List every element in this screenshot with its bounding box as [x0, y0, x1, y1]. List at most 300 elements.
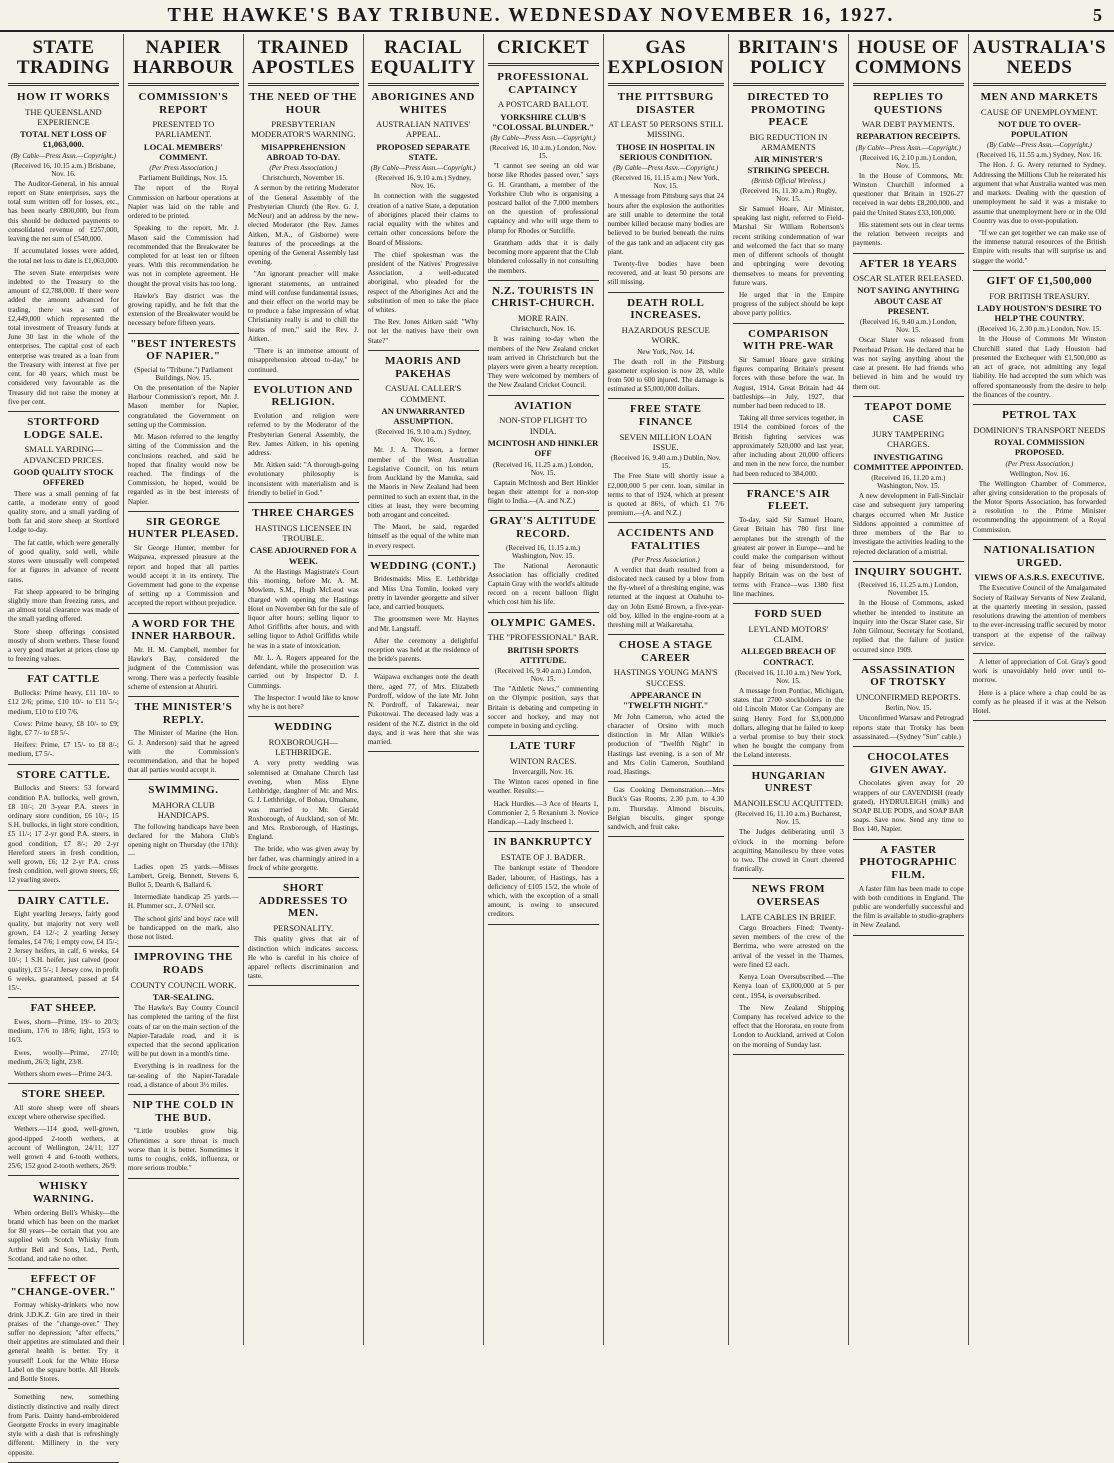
story-headline: SIR GEORGE HUNTER PLEASED.: [127, 515, 239, 541]
divider: [973, 270, 1106, 271]
story-credit: (Per Press Association.): [269, 164, 338, 173]
news-story: [853, 664, 964, 742]
story-subheadline: PERSONALITY.: [273, 923, 334, 934]
divider: [128, 511, 239, 512]
story-dateline: Invercargill, Nov. 16.: [512, 768, 574, 777]
story-paragraph: A message from Pontiac, Michigan, states that 2700 stockholders in the old Lincoln Motor Car Company are suing Henry Ford for $3,000,000 dollars, alleging that he failed to keep a verbal promise to buy their stock when he bought the company from the Leland interests.: [732, 686, 844, 760]
story-paragraph: Taking all three services together, in 1914 the combined forces of the British fighting services was approximately 520,000 and last year, after including about 20,000 officers and men in the new force, the number had been reduced to 384,000.: [732, 414, 844, 478]
news-story: [128, 91, 239, 329]
story-headline: NIP THE COLD IN THE BUD.: [132, 1099, 234, 1124]
story-paragraph: The bride, who was given away by her father, was charmingly attired in a frock of white georgette.: [247, 845, 359, 872]
story-headline: THREE CHARGES: [252, 507, 355, 520]
story-paragraph: Mr. J. A. Thomson, a former member of the West Australian Legislative Council, on his return from Auckland by the Manuka, said the Maoris in New Zealand had been permitted to such an extent that, in the cities at least, they were becoming both arrogant and conceited.: [367, 446, 479, 519]
news-story: [853, 844, 964, 931]
news-story: [248, 507, 359, 712]
story-paragraph: Twenty-five bodies have been recovered, and at least 50 persons are still missing.: [607, 259, 724, 287]
divider: [608, 83, 724, 86]
story-paragraph: The fat cattle, which were generally of good quality, sold well, while stores were unusually well competed for at figures in advance of recent rates.: [8, 538, 119, 584]
story-dateline: (Received 16, 9.10 a.m.) Sydney, Nov. 16.: [375, 174, 471, 191]
story-paragraph: A verdict that death resulted from a dislocated neck caused by a blow from the fly-wheel of a threshing engine, was returned at the inquest at Otahuhu to-day on John Esmé Brown, a five-year-old boy, killed in the engine-room at a threshing mill at Waikaretaha.: [607, 565, 724, 629]
story-headline: THE MINISTER'S REPLY.: [134, 701, 233, 726]
story-dateline: (Received 16, 2.30 p.m.) London, Nov. 15.: [977, 325, 1102, 334]
story-subheadline: WAR DEBT PAYMENTS.: [862, 119, 955, 130]
news-story: [248, 91, 359, 375]
story-paragraph: The death roll in the Pittsburg gasometer explosion is now 28, while from 500 to 600 injured. The damage is estimated at $5,000,000 dollars.: [607, 357, 724, 394]
divider: [248, 985, 359, 986]
story-subheadline: WINTON RACES.: [509, 755, 577, 766]
news-story: [488, 836, 599, 919]
divider: [128, 1094, 239, 1095]
column-headline: STATE TRADING: [16, 37, 111, 78]
story-dateline: Christchurch, Nov. 16.: [510, 325, 576, 334]
news-column: [244, 34, 364, 1345]
story-deck: AIR MINISTER'S STRIKING SPEECH.: [747, 154, 830, 175]
news-story: [608, 639, 724, 777]
story-paragraph: The groomsmen were Mr. Haynes and Mr. Langstaff.: [367, 615, 479, 633]
news-story: [608, 403, 724, 518]
story-headline: EVOLUTION AND RELIGION.: [253, 383, 354, 409]
story-paragraph: "There is an immense amount of misapprehension abroad to-day," he continued.: [247, 347, 359, 374]
story-paragraph: To-day, said Sir Samuel Hoare, Great Britain has 780 first line aeroplanes but the strength of the greatest air power in Europe—and he could make the comparison without fear of being misunderstood, for happily Britain was on the best of terms with France—was 1380 first line machines.: [732, 516, 844, 598]
divider: [8, 1175, 119, 1176]
divider: [248, 83, 359, 86]
news-story: [8, 1002, 119, 1079]
story-credit: (By Cable—Press Assn.—Copyright.): [613, 164, 719, 173]
story-dateline: (Received 16, 9.40 a.m.) London, Nov. 15.: [494, 667, 592, 684]
story-dateline: (Received 16, 11.25 a.m.) London, November 15.: [858, 581, 959, 598]
story-paragraph: The seven State enterprises were indebted to the Treasury to the amount of £2,788,000. If there were added the amount advanced for trading, there was a sum of £2,449,000 which represented the total investment of Treasury funds at June 30 last in the whole of the enterprises. The capital cost of each enterprise was treated as a loan from the Treasury with interest at five per cent. for 40 years, which must be considered very favourable as the Treasury did not raise the money at five per cent.: [8, 268, 119, 406]
story-deck: MISAPPREHENSION ABROAD TO-DAY.: [261, 141, 346, 163]
story-dateline: (Special to "Tribune.") Parliament Buildings, Nov. 15.: [134, 365, 233, 382]
column-headline: BRITAIN'S POLICY: [738, 37, 839, 78]
story-headline: DIRECTED TO PROMOTING PEACE: [747, 90, 830, 129]
story-headline: LATE TURF: [510, 740, 577, 753]
news-story: [128, 701, 239, 775]
divider: [973, 83, 1106, 86]
news-story: [8, 1180, 119, 1264]
news-column: [969, 34, 1110, 1345]
story-paragraph: Mr. L. A. Rogers appeared for the defendant, while the prosecution was carried out by Inspector D. J. Cummings.: [247, 653, 359, 690]
news-story: [248, 384, 359, 498]
story-headline: WEDDING: [274, 721, 333, 734]
story-paragraph: Ewes, shorn—Prime, 19/- to 20/3; medium, 17/6 to 18/6; light, 15/3 to 16/3.: [8, 1017, 119, 1045]
story-subheadline: PRESBYTERIAN MODERATOR'S WARNING.: [251, 119, 356, 140]
story-dateline: Berlin, Nov. 15.: [885, 704, 932, 713]
story-paragraph: Evolution and religion were referred to by the Moderator of the Presbyterian General Assembly, the Rev. James Aitken, in his opening address.: [247, 412, 359, 457]
story-headline: STORE SHEEP.: [21, 1088, 106, 1101]
news-story: [368, 673, 479, 747]
divider: [8, 890, 119, 891]
story-deck: YORKSHIRE CLUB'S "COLOSSAL BLUNDER.": [491, 111, 595, 132]
story-deck: NOT DUE TO OVER-POPULATION: [997, 118, 1081, 140]
divider: [733, 765, 844, 766]
story-subheadline: AT LEAST 50 PERSONS STILL MISSING.: [608, 119, 724, 140]
news-story: [128, 784, 239, 942]
news-column: [124, 34, 244, 1345]
divider: [733, 323, 844, 324]
divider: [8, 1388, 119, 1389]
story-dateline: (Received 16, 11.30 a.m.) Rugby, Nov. 15.: [740, 187, 837, 204]
story-paragraph: A letter of appreciation of Col. Gray's good work is unavoidably held over until to-morrow.: [972, 657, 1107, 685]
story-paragraph: There was a small penning of fat cattle, a moderate entry of good quality store, and a small yarding of both fat and store sheep at Stortford Lodge to-day.: [8, 489, 119, 535]
divider: [608, 781, 724, 782]
news-story: [8, 1393, 119, 1458]
story-subheadline: LEYLAND MOTORS' CLAIM.: [748, 623, 829, 644]
story-headline: CHOCOLATES GIVEN AWAY.: [867, 751, 950, 776]
story-subheadline: UNCONFIRMED REPORTS.: [856, 692, 961, 703]
divider: [8, 83, 119, 86]
story-headline: NEWS FROM OVERSEAS: [751, 883, 826, 909]
story-paragraph: The Executive Council of the Amalgamated Society of Railway Servants of New Zealand, at the quarterly meeting in session, passed resolutions drawing the attention of members to the ever-increasing traffic secured by motor transport at the expense of the railway service.: [972, 584, 1107, 648]
story-paragraph: Captain McIntosh and Bert Hinkler began their attempt for a non-stop flight to India.—(A. and N.Z.): [487, 478, 599, 506]
story-paragraph: In the House of Commons, asked whether he intended to institute an inquiry into the Oscar Slater case, Sir John Gilmour, Secretary for Scotland, replied that the failure of justice occurred since 1909.: [852, 599, 964, 654]
story-paragraph: The Maori, he said, regarded himself as the equal of the white man in every respect.: [367, 523, 479, 550]
news-story: [853, 91, 964, 249]
story-deck: ROYAL COMMISSION PROPOSED.: [994, 436, 1085, 458]
column-headline: RACIAL EQUALITY: [370, 37, 476, 78]
story-subheadline: LATE CABLES IN BRIEF.: [740, 911, 837, 922]
divider: [248, 379, 359, 380]
divider: [488, 280, 599, 281]
story-paragraph: The Minister of Marine (the Hon. G. J. Anderson) said that he agreed with the Commission's recommendation, and that he hoped that all parties would accept it.: [127, 729, 239, 775]
divider: [8, 997, 119, 998]
story-paragraph: When ordering Bell's Whisky—the brand which has been on the market for 80 years—be certain that you are supplied with Scotch Whisky from Arthur Bell and Sons, Ltd., Perth, Scotland, and take no other.: [8, 1208, 119, 1263]
story-headline: ASSASSINATION OF TROTSKY: [861, 663, 956, 689]
story-dateline: (Received 16, 10 a.m.) London, Nov. 15.: [489, 144, 597, 161]
news-story: [368, 560, 479, 665]
divider: [368, 83, 479, 86]
divider: [128, 1178, 239, 1179]
story-paragraph: The Hawke's Bay County Council has completed the tarring of the first coats of tar on the main section of the Napier-Taradale road, and it is expected that the second application will be put down in a month's time.: [127, 1004, 239, 1059]
news-story: [973, 409, 1106, 535]
story-headline: TEAPOT DOME CASE: [864, 400, 953, 426]
divider: [853, 396, 964, 397]
story-subheadline: MAHORA CLUB HANDICAPS.: [151, 800, 215, 821]
story-headline: DEATH ROLL INCREASES.: [627, 296, 705, 322]
story-credit: (Per Press Association.): [631, 555, 700, 564]
divider: [128, 613, 239, 614]
news-story: [8, 1088, 119, 1171]
story-paragraph: Waipawa exchanges note the death there, aged 77, of Mrs. Elizabeth Pordroff, widow of the late Mr. John N. Pordroff, of Takarewai, near Pukotowai. The deceased lady was a resident of the N.Z. district in the old days, and it was here that she was married.: [367, 673, 479, 746]
divider: [853, 839, 964, 840]
story-paragraph: Mr. Mason referred to the lengthy sitting of the Commission and the conclusions reached, and said he hoped that finality would now be reached. The findings of the Commission, he hoped, would be regarded as in the best interests of Napier.: [127, 433, 239, 506]
story-paragraph: Intermediate handicap 25 yards.—H. Plummer scr., J. O'Neil scr.: [127, 893, 239, 911]
story-deck: TOTAL NET LOSS OF £1,063,000.: [20, 129, 107, 150]
news-story: [488, 71, 599, 276]
news-story: [488, 400, 599, 507]
story-credit: (British Official Wireless.): [751, 177, 826, 186]
news-story: [128, 1099, 239, 1173]
story-paragraph: Chocolates given away for 20 wrappers of our CAVENDISH (ready grated), HYDRULEIGH (milk) and SOAP BLUE PODS, and SOAP BAR soaps. Save now. Send any time to Box 140, Napier.: [852, 779, 964, 834]
divider: [853, 746, 964, 747]
divider: [488, 924, 599, 925]
story-credit: (Per Press Association.): [1005, 459, 1074, 468]
divider: [853, 253, 964, 254]
news-story: [488, 285, 599, 391]
story-dateline: (Received 16, 10.15 a.m.) Brisbane, Nov. 16.: [11, 161, 116, 178]
news-story: [733, 770, 844, 875]
story-dateline: New York, Nov. 14.: [637, 347, 695, 356]
story-paragraph: The report of the Royal Commission on harbour operations at Napier was laid on the table and ordered to be printed.: [127, 184, 239, 221]
story-headline: STORTFORD LODGE SALE.: [23, 416, 104, 441]
story-headline: COMPARISON WITH PRE-WAR: [742, 327, 835, 353]
story-paragraph: The Rev. Jones Aitken said: "Why not let the natives have their own State?": [367, 318, 479, 345]
news-story: [608, 786, 724, 832]
divider: [853, 659, 964, 660]
divider: [128, 333, 239, 334]
story-subheadline: DOMINION'S TRANSPORT NEEDS: [973, 424, 1106, 435]
story-dateline: (Received 16, 9.40 a.m.) Dublin, Nov. 15.: [610, 454, 721, 471]
story-paragraph: "I cannot see seeing an old war horse like Rhodes passed over," says G. H. Grantham, a member of the Yorkshire Club who is organising a postcard ballot of the 7,000 members on the question of professional captaincy and who will urge them to plump for Rhodes or Sutcliffe.: [487, 162, 599, 235]
story-headline: PETROL TAX: [1002, 408, 1077, 421]
page-number: 5: [1093, 4, 1102, 25]
story-deck: ALLEGED BREACH OF CONTRACT.: [740, 646, 836, 667]
divider: [128, 779, 239, 780]
story-headline: MEN AND MARKETS: [980, 90, 1099, 103]
divider: [248, 877, 359, 878]
story-paragraph: A message from Pittsburg says that 24 hours after the explosion the authorities are still unable to determine the total number killed because many bodies are believed to be buried beneath the ruins of the gas tank and an adjacent city gas plant.: [607, 192, 724, 256]
news-story: [8, 416, 119, 664]
story-headline: REPLIES TO QUESTIONS: [873, 90, 944, 116]
story-paragraph: It was raining to-day when the members of the New Zealand cricket team arrived in Christchurch but the players were given a hearty reception. They were welcomed by members of the New Zealand Cricket Council.: [487, 335, 599, 390]
story-paragraph: The following handicaps have been declared for the Mahora Club's opening night on Thursday (the 17th):—: [127, 822, 239, 859]
story-deck: LOCAL MEMBERS' COMMENT.: [143, 141, 223, 163]
story-paragraph: Eight yearling Jerseys, fairly good quality, but majority not very well grown, £4 12/-; 2 yearling Jersey females, £4 7/6; 1 empty cow, £4 15/-; 2 Jersey heifers, in calf, 6 weeks, £4 10/-; 1 S.H. heifer, just calved (poor quality), £3 5/-; 1 Jersey cow, in profit 6 weeks, guaranteed, passed at £4 15/-.: [8, 910, 119, 993]
story-credit: (By Cable—Press Assn.—Copyright.): [10, 151, 116, 160]
story-paragraph: Hawke's Bay district was the growing rapidly, and he felt that the extension of the Breakwater would be necessary before fifteen years.: [127, 291, 239, 328]
divider: [733, 603, 844, 604]
story-paragraph: In connection with the suggested creation of a native State, a deputation of aborigines placed their claims to racial equality with the whites and certain other concessions before the Board of Missions.: [367, 192, 479, 247]
divider: [8, 668, 119, 669]
divider: [733, 83, 844, 86]
story-deck: MCINTOSH AND HINKLER OFF: [487, 437, 599, 459]
divider: [488, 831, 599, 832]
divider: [368, 555, 479, 556]
story-paragraph: Fat sheep appeared to be bringing slightly more than freezing rates, and an almost total clearance was made of the small yarding offered.: [8, 587, 119, 624]
story-paragraph: Kenya Loan Oversubscribed.—The Kenya loan of £3,000,000 at 5 per cent., 1954, is oversubscribed.: [732, 973, 844, 1000]
story-paragraph: Cargo Broachers Fined: Twenty-seven members of the crew of the Berrima, who were arrested on the arrival of the vessel in the Thames, were fined £2 each.: [732, 923, 844, 969]
news-story: [488, 515, 599, 607]
story-paragraph: Sir Samuel Hoare gave striking figures comparing Britain's present forces with those before the war. In August, 1914, Great Britain had 44 battleships—in July, 1927, that number had been reduced to 18.: [732, 355, 844, 411]
news-story: [973, 544, 1106, 649]
story-subheadline: CAUSE OF UNEMPLOYMENT.: [980, 106, 1098, 117]
story-paragraph: Grantham adds that it is daily becoming more apparent that the Club blundered colossally in not consulting the members.: [487, 238, 599, 275]
column-headline: NAPIER HARBOUR: [133, 37, 234, 78]
story-dateline: (Received 16, 11.15 a.m.) New York, Nov. 15.: [612, 174, 720, 191]
masthead: [0, 0, 1114, 32]
divider: [488, 510, 599, 511]
story-headline: OLYMPIC GAMES.: [490, 616, 596, 629]
story-subheadline: NON-STOP FLIGHT TO INDIA.: [499, 415, 587, 436]
story-deck: THOSE IN HOSPITAL IN SERIOUS CONDITION.: [616, 141, 715, 163]
story-subheadline: SEVEN MILLION LOAN ISSUE.: [619, 431, 712, 452]
story-headline: A WORD FOR THE INNER HARBOUR.: [131, 617, 236, 643]
divider: [128, 696, 239, 697]
story-headline: IMPROVING THE ROADS: [133, 951, 233, 976]
story-headline: THE NEED OF THE HOUR: [249, 90, 357, 116]
story-dateline: (Received 16, 11.10 a.m.) Bucharest, Nov. 15.: [735, 810, 842, 827]
divider: [8, 411, 119, 412]
story-deck: AN UNWARRANTED ASSUMPTION.: [381, 405, 465, 427]
news-story: [733, 608, 844, 761]
story-dateline: (Received 16, 11.10 a.m.) New York, Nov. 15.: [734, 668, 842, 685]
story-subheadline: A POSTCARD BALLOT.: [497, 99, 589, 110]
news-story: [733, 328, 844, 479]
story-paragraph: If accumulated losses were added, the total net loss to date is £1,063,000.: [8, 247, 119, 265]
news-story: [853, 566, 964, 655]
story-paragraph: All store sheep were off shears except where otherwise specified.: [8, 1103, 119, 1122]
story-deck: REPARATION RECEIPTS.: [856, 131, 961, 142]
column-headline: CRICKET: [496, 37, 590, 58]
story-deck: TAR-SEALING.: [152, 991, 214, 1002]
news-story: [973, 658, 1106, 716]
news-story: [8, 91, 119, 407]
story-subheadline: COUNTY COUNCIL WORK.: [130, 979, 237, 990]
news-story: [973, 275, 1106, 400]
divider: [733, 1054, 844, 1055]
story-subheadline: MANOILESCU ACQUITTED.: [733, 797, 844, 808]
story-paragraph: This quality gives that air of distinction which indicates success. He who is careful in his choice of apparel reflects discrimination and taste.: [247, 935, 359, 981]
story-headline: GIFT OF £1,500,000: [986, 274, 1093, 287]
divider: [608, 634, 724, 635]
divider: [488, 735, 599, 736]
story-dateline: Christchurch, November 16.: [262, 174, 345, 183]
story-paragraph: Bullocks and Steers: 53 forward condition P.A. bullocks, well grown, £8 10/-; 20 3-year P.A. steers in ordinary store condition, £6 10/-; 15 S.H. bullocks, in light store condition, £5 11/-; 17 2-yr good P.A. steers, in good condition, £7 8/-; 20 2-yr Hereford steers in fresh condition, well grown, £6; 12 2-yr P.A. cross fresh condition, well grown steers, £6; 12 yearling steers.: [8, 784, 119, 885]
story-deck: APPEARANCE IN "TWELFTH NIGHT.": [623, 690, 709, 711]
story-subheadline: PRESENTED TO PARLIAMENT.: [152, 119, 215, 140]
divider: [368, 751, 479, 752]
story-subheadline: ROXBOROUGH—LETHBRIDGE.: [268, 736, 338, 758]
news-story: [853, 751, 964, 835]
story-subheadline: OSCAR SLATER RELEASED.: [853, 273, 964, 284]
story-paragraph: At the Hastings Magistrate's Court this morning, before Mr. A. M. Mowlem, S.M., Hugh McLeod was charged with opening the Hastings Hotel on November 6th for the sale of liquor after hours; selling liquor to Athol Griffiths after hours, and with selling liquor to Athol Griffiths while he was in a state of intoxication.: [247, 567, 359, 650]
story-dateline: (Received 16, 11.55 a.m.) Sydney, Nov. 16.: [976, 151, 1102, 160]
story-paragraph: Ladies open 25 yards.—Misses Lambert, Greig, Bennett, Stevens 6, Bullot 5, Dearth 6, Ballard 6.: [127, 862, 239, 889]
news-story: [973, 91, 1106, 266]
story-headline: ABORIGINES AND WHITES: [371, 90, 475, 116]
story-headline: HUNGARIAN UNREST: [751, 769, 826, 795]
story-paragraph: Mr. H. M. Campbell, member for Hawke's Bay, considered the judgment of the Commission was wrong. There was a perfectly feasible scheme of extension at Ahuriri.: [127, 645, 239, 691]
story-paragraph: Formay whisky-drinkers who now drink J.D.K.Z. Gin are tired in their praises of the "change-over." They suffer no depression; "after effects," their appetites are stimulated and their general health is better. Try it yourself! Look for the White Horse Label on the square bottle. All Hotels and Bottle Stores.: [8, 1301, 119, 1384]
news-story: [248, 721, 359, 873]
story-paragraph: Ewes, woolly—Prime, 27/10; medium, 26/3; light, 23/8.: [8, 1048, 119, 1066]
column-headline: HOUSE OF COMMONS: [854, 37, 962, 78]
story-credit: (By Cable—Press Assn.—Copyright.): [855, 143, 961, 152]
story-paragraph: The "Athletic News," commenting on the Olympic position, says that Britain is debating and competing in soccer and hockey, and may not compete in boxing and cycling.: [487, 685, 599, 731]
story-headline: EFFECT OF "CHANGE-OVER.": [10, 1273, 117, 1298]
story-headline: FAT CATTLE: [27, 673, 100, 686]
story-paragraph: In the House of Commons Mr Winston Churchill stated that Lady Houston had presented the Exchequer with £1,500,000 as an act of grace, not admitting any legal liability. He had accepted the sum which was offered spontaneously from the desire to help the finances of the country.: [972, 335, 1107, 399]
story-deck: GOOD QUALITY STOCK OFFERED: [13, 466, 114, 488]
story-paragraph: Sir Samuel Hoare, Air Minister, speaking last night, referred to Field-Marshal Sir William Robertson's recent striking condemnation of war and welcomed the fact that so many men of different schools of thought and upbringing were devoting themselves to means for preventing future wars.: [732, 205, 844, 287]
story-headline: PROFESSIONAL CAPTAINCY: [497, 70, 589, 96]
story-paragraph: Everything is in readiness for the tar-sealing of the Napier-Taradale road, a distance of about 3½ miles.: [127, 1062, 239, 1089]
story-subheadline: FOR BRITISH TREASURY.: [989, 290, 1090, 301]
divider: [608, 836, 724, 837]
story-headline: CHOSE A STAGE CAREER: [618, 639, 713, 664]
story-paragraph: The New Zealand Shipping Company has received advice to the effect that the Hororata, en route from London to Auckland, arrived at Colon on the morning of Sunday last.: [732, 1003, 844, 1049]
story-paragraph: Mr John Cameron, who acted the character of Orsino with much distinction in Mr Allan Wilkie's production of "Twelfth Night" in Hastings last evening, is a son of Mr and Mrs Colin Cameron, Southland road, Hastings.: [607, 712, 724, 777]
story-paragraph: In the House of Commons, Mr. Winston Churchill informed a questioner that Britain in 1926-27 received in war debts £8,200,000, and paid the United States £33,100,000.: [852, 171, 964, 217]
divider: [608, 522, 724, 523]
divider: [8, 1268, 119, 1269]
news-column: [364, 34, 484, 1345]
divider: [368, 668, 479, 669]
story-deck: NOT SAYING ANYTHING ABOUT CASE AT PRESENT.: [857, 285, 960, 317]
story-headline: N.Z. TOURISTS IN CHRIST-CHURCH.: [491, 284, 595, 310]
news-story: [8, 1273, 119, 1384]
story-deck: LADY HOUSTON'S DESIRE TO HELP THE COUNTRY.: [977, 302, 1102, 324]
columns-container: [4, 34, 1110, 1457]
column-headline: GAS EXPLOSION: [607, 37, 724, 78]
news-story: [8, 673, 119, 759]
news-story: [248, 882, 359, 981]
story-paragraph: A sermon by the retiring Moderator of the General Assembly of the Presbyterian Church (the Rev. G. J. McNeur) and an address by the new-elected Moderator (the Rev. James Aitken, M.A., of Gisborne) were features of the proceedings at the opening of the General Assembly last evening.: [247, 184, 359, 267]
story-paragraph: The Winton races opened in fine weather. Results:—: [487, 778, 599, 796]
story-paragraph: Cows: Prime heavy, £8 10/- to £9; light, £7 7/- to £8 5/-.: [8, 719, 119, 737]
story-deck: CASE ADJOURNED FOR A WEEK.: [249, 545, 357, 566]
story-credit: (Per Press Association.): [149, 164, 218, 173]
story-deck: INVESTIGATING COMMITTEE APPOINTED.: [853, 451, 964, 472]
divider: [853, 935, 964, 936]
news-story: [368, 91, 479, 346]
news-column: [604, 34, 729, 1345]
story-paragraph: Gas Cooking Demonstration.—Mrs Buck's Gas Rooms, 2.30 p.m. to 4.30 p.m. Thursday. Almond biscuits, Belgian biscuits, ginger sponge sandwich, and fruit cake.: [607, 786, 724, 832]
story-dateline: Wellington, Nov. 16.: [1009, 469, 1070, 478]
story-headline: NATIONALISATION URGED.: [983, 543, 1096, 569]
divider: [608, 292, 724, 293]
story-headline: ACCIDENTS AND FATALITIES: [617, 527, 715, 553]
news-story: [733, 488, 844, 599]
story-headline: INQUIRY SOUGHT.: [854, 565, 962, 578]
story-subheadline: THE "PROFESSIONAL" BAR.: [487, 632, 599, 643]
story-headline: A FASTER PHOTOGRAPHIC FILM.: [859, 843, 958, 881]
story-headline: FRANCE'S AIR FLEET.: [746, 487, 831, 513]
story-headline: FAT SHEEP.: [30, 1002, 97, 1015]
story-headline: AFTER 18 YEARS: [859, 257, 958, 270]
story-deck: VIEWS OF A.S.R.S. EXECUTIVE.: [974, 572, 1105, 583]
story-subheadline: HASTINGS LICENSEE IN TROUBLE.: [255, 522, 352, 543]
story-subheadline: AUSTRALIAN NATIVES' APPEAL.: [375, 119, 471, 140]
news-story: [853, 258, 964, 392]
divider: [973, 404, 1106, 405]
masthead-title: THE HAWKE'S BAY TRIBUNE. WEDNESDAY NOVEMBER 16, 1927.: [167, 3, 895, 26]
story-subheadline: BIG REDUCTION IN ARMAMENTS: [749, 131, 828, 153]
story-subheadline: CASUAL CALLER'S COMMENT.: [385, 383, 462, 404]
story-paragraph: "If we can get together we can make use of the immense natural resources of the British Empire with results that will surprise us and stagger the world.": [972, 228, 1107, 265]
story-paragraph: The bankrupt estate of Theodore Bader, labourer, of Hastings, has a deficiency of £105 15/2, the whole of which, with the exception of a small amount, is owing to unsecured creditors.: [487, 864, 599, 919]
story-credit: (By Cable—Press Assn.—Copyright.): [986, 141, 1092, 150]
news-column: [849, 34, 969, 1345]
story-paragraph: The chief spokesman was the president of the Natives' Progressive Association, a well-educated aboriginal, who pleaded for the respect of the Aborigines Act and the substitution of men to take the place of whites.: [367, 250, 479, 315]
story-subheadline: MORE RAIN.: [518, 313, 569, 324]
story-paragraph: On the presentation of the Napier Harbour Commission's report, Mr. J. Mason member for Napier, congratulated the Government on setting up the Commission.: [127, 383, 239, 429]
divider: [488, 63, 599, 66]
story-paragraph: Sir George Hunter, member for Waipawa, expressed pleasure at the report and hoped that all parties would accept it in its entirety. The Government had gone to the expense of setting up a Commission and accepted the report without prejudice.: [127, 544, 239, 608]
story-subheadline: JURY TAMPERING CHARGES.: [872, 429, 945, 450]
story-paragraph: "Little troubles grow big. Oftentimes a sore throat is much worse than it is better. Sometimes it turns to coughs, colds, influenza, or more serious trouble.": [127, 1127, 239, 1173]
news-story: [733, 91, 844, 319]
story-subheadline: SMALL YARDING—ADVANCED PRICES.: [23, 444, 104, 465]
news-story: [608, 527, 724, 630]
story-headline: SHORT ADDRESSES TO MEN.: [258, 882, 348, 920]
story-headline: HOW IT WORKS: [17, 90, 110, 103]
story-dateline: (Received 16, 11.20 a.m.) Washington, Nov. 15.: [871, 474, 946, 491]
story-headline: IN BANKRUPTCY: [493, 836, 593, 849]
news-story: [608, 91, 724, 288]
story-headline: STORE CATTLE.: [16, 768, 111, 781]
news-story: [128, 618, 239, 692]
